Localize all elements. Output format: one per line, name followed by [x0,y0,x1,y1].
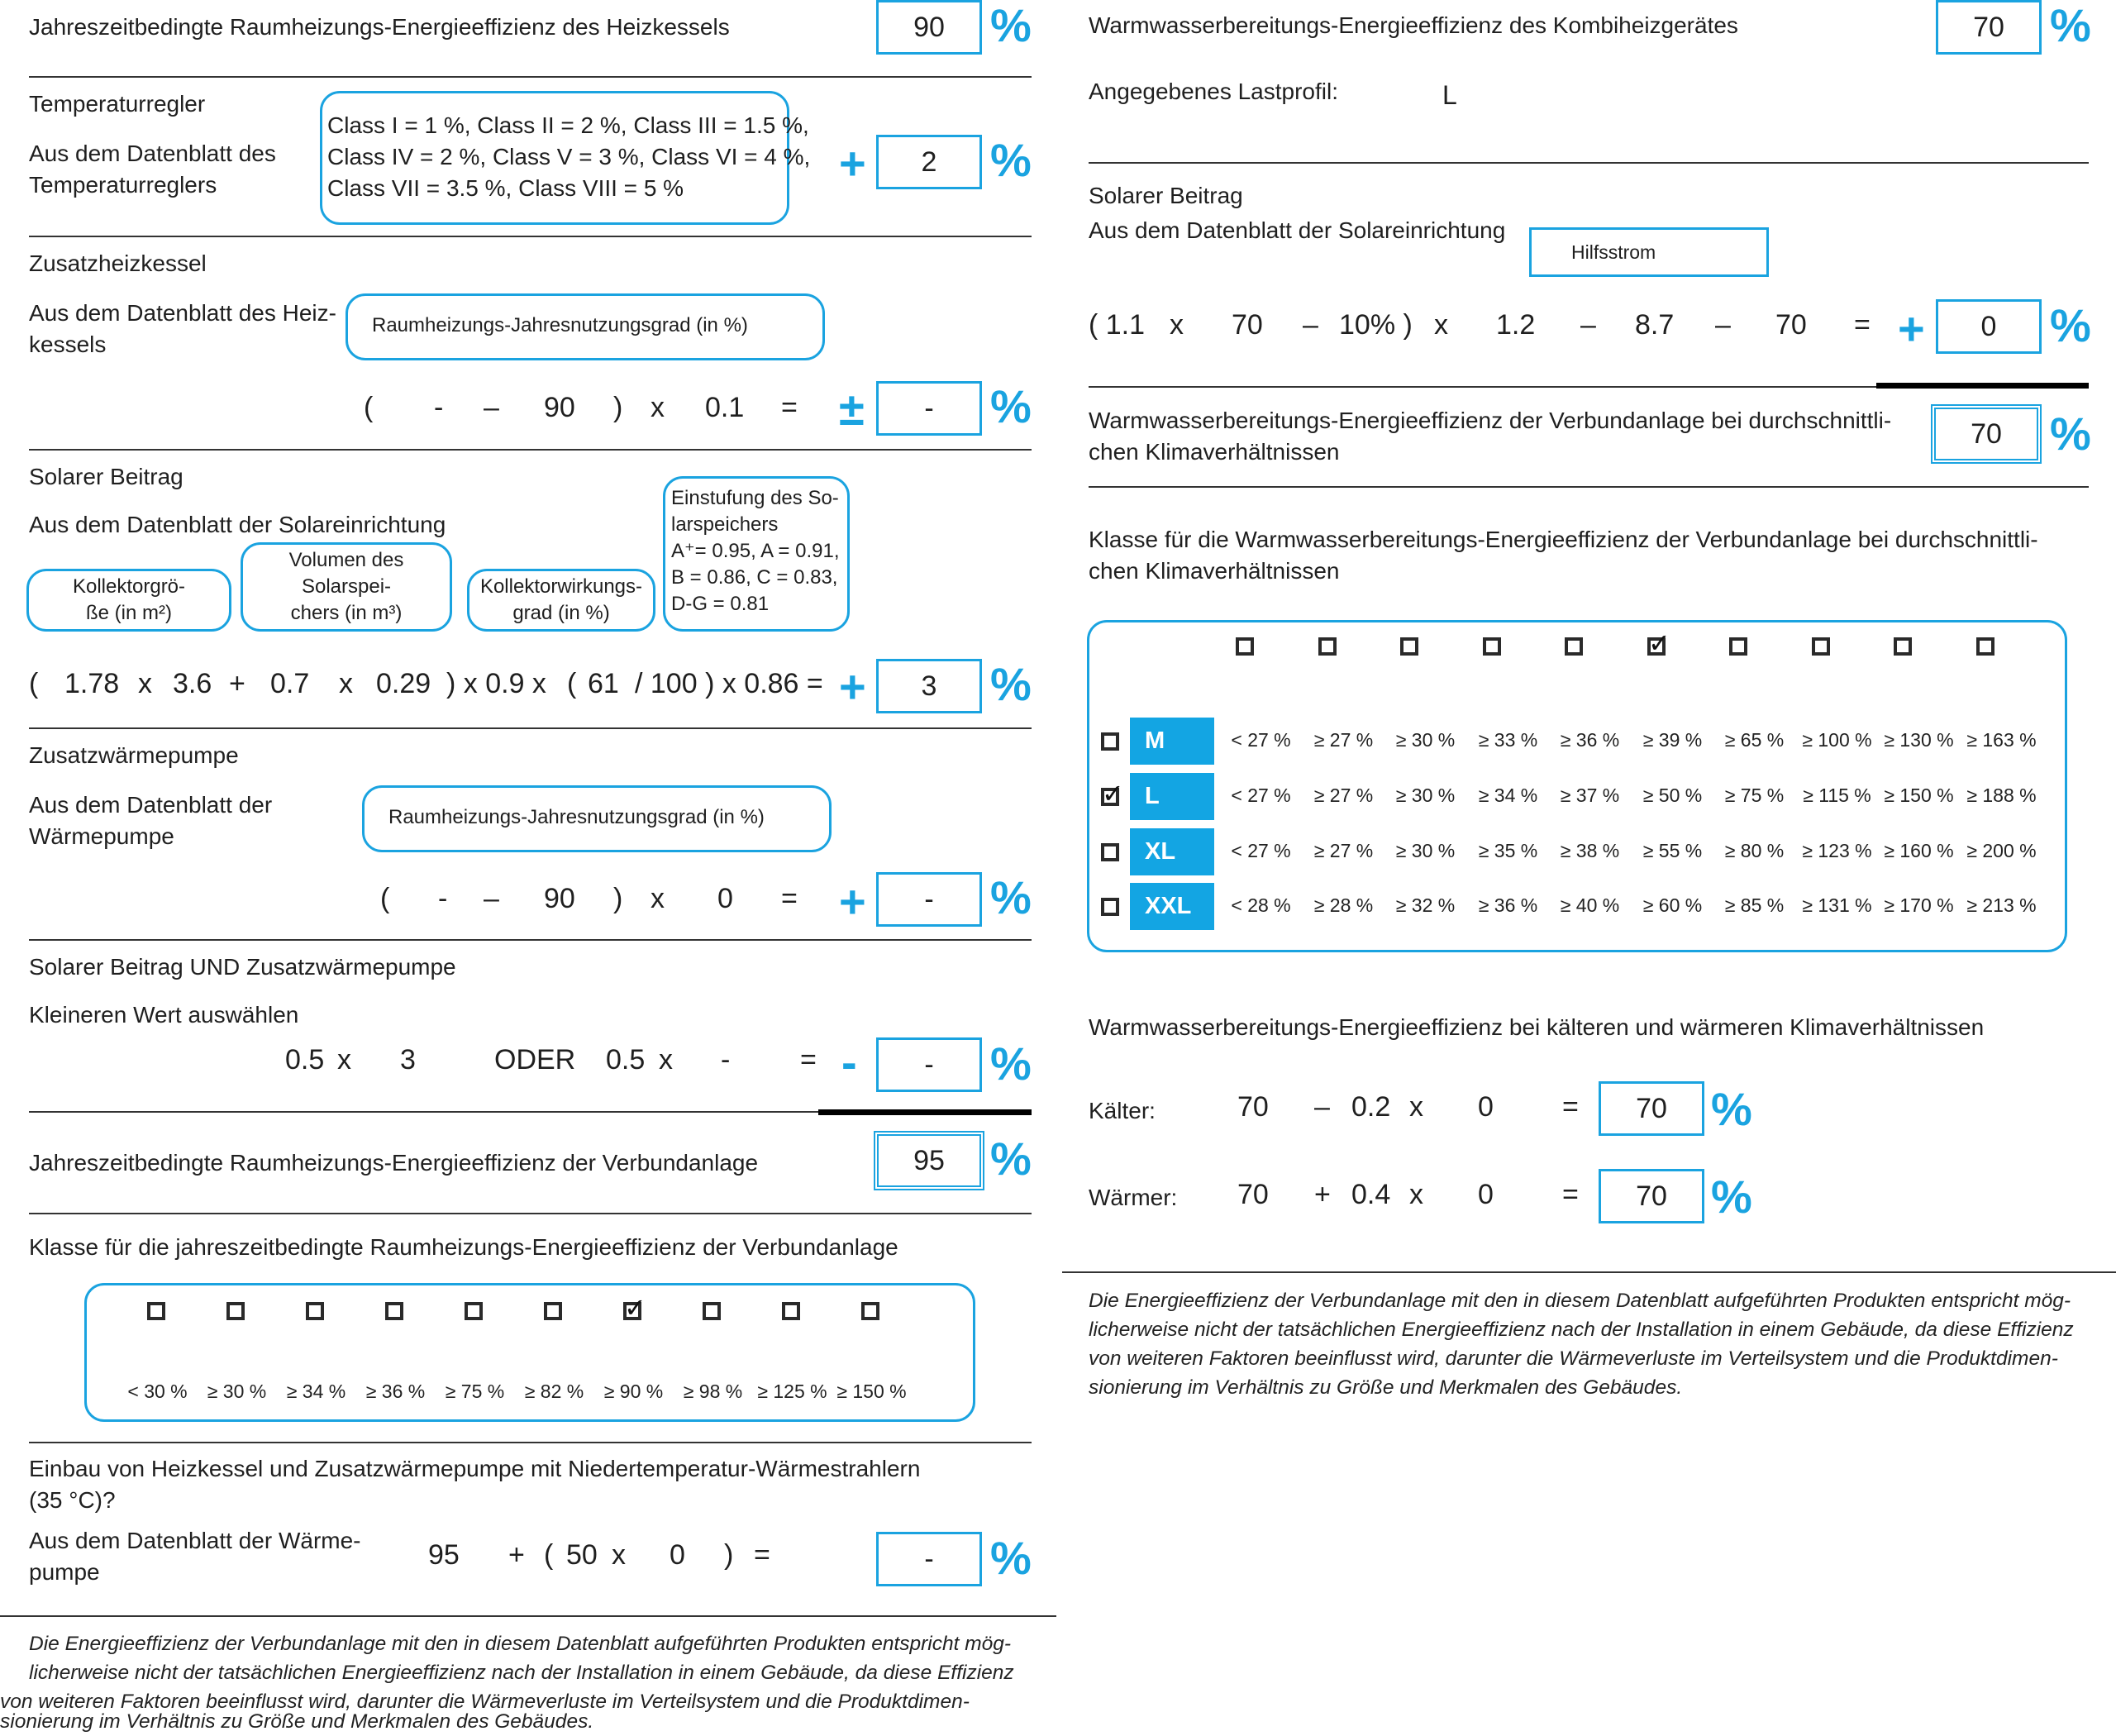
class-threshold-label: ≥ 30 % [1395,840,1456,861]
formula-token: 0.7 [270,668,310,699]
class-threshold-label: ≥ 35 % [1478,840,1538,861]
formula-token: - [434,392,444,423]
temperaturregler-value[interactable]: 2 [876,135,982,189]
class-checkbox[interactable] [861,1302,879,1320]
formula-token: – [484,392,499,423]
class-threshold-label: ≥ 33 % [1478,729,1538,751]
class-threshold-label: ≥ 163 % [1966,729,2037,751]
class-checkbox[interactable] [147,1302,165,1320]
plus-operator: + [839,875,866,928]
load-profile-label: XL [1130,828,1214,875]
formula-token: 1.78 [64,668,120,699]
waermepumpe-title: Zusatzwärmepumpe [29,742,239,768]
class-threshold-label: ≥ 27 % [1313,785,1374,806]
sum-line [818,1109,1032,1115]
class-threshold-label: < 27 % [1231,840,1291,861]
class-threshold-label: ≥ 30 % [207,1381,267,1402]
class-column-checkbox[interactable] [1400,637,1418,656]
class-threshold-label: ≥ 125 % [757,1381,827,1402]
formula-token: 3 [400,1044,416,1075]
formula-token: ) [724,1539,734,1571]
zusatzheizkessel-value[interactable]: - [876,381,982,436]
class-threshold-label: ≥ 37 % [1560,785,1620,806]
percent-sign: % [1711,1083,1752,1135]
class-threshold-label: ≥ 213 % [1966,894,2037,916]
class-threshold-label: ≥ 28 % [1313,894,1374,916]
formula-token: / 100 ) x 0.86 = [635,668,823,699]
class-threshold-label: ≥ 36 % [1478,894,1538,916]
class-threshold-label: < 30 % [127,1381,188,1402]
class-threshold-label: ≥ 100 % [1802,729,1872,751]
class-line-1: Class I = 1 %, Class II = 2 %, Class III = 1.5 %, [327,112,809,138]
divider [1062,1271,2116,1273]
formula-token: ( [544,1539,554,1571]
divider [29,236,1032,237]
waermepumpe-sub2: Wärmepumpe [29,823,174,849]
class-threshold-label: ≥ 115 % [1803,785,1871,806]
formula-token: + [1314,1179,1331,1210]
formula-token: 10% ) [1339,309,1413,341]
percent-sign: % [1711,1171,1752,1223]
percent-sign: % [990,871,1032,923]
temperaturregler-sub2: Temperaturreglers [29,172,217,198]
formula-token: 70 [1232,309,1263,341]
formula-token: 0.5 [285,1044,325,1075]
disclaimer-line-2: licherweise nicht der tatsächlichen Energieeffizienz nach der Installation in einem Gebäude, da diese Effizienz [29,1662,1014,1684]
formula-token: + [229,668,245,699]
percent-sign: % [990,1133,1032,1185]
formula-token: x [659,1044,673,1075]
divider [29,1442,1032,1443]
formula-token: x [1170,309,1184,341]
percent-sign: % [990,0,1032,51]
class-threshold-label: ≥ 188 % [1966,785,2037,806]
formula-token: ( [29,668,39,699]
klasse-raumheizung-title: Klasse für die jahreszeitbedingte Raumheizungs-Energieeffizienz der Verbundanlage [29,1234,898,1260]
waermer-label: Wärmer: [1089,1185,1178,1210]
formula-token: x [651,883,665,914]
class-threshold-label: < 27 % [1231,785,1291,806]
formula-token: + [508,1539,525,1571]
verbund-raumheizung-value[interactable]: 95 [874,1131,984,1190]
profile-row-checkbox[interactable] [1101,843,1119,861]
einbau-sub1: Aus dem Datenblatt der Wärme- [29,1528,361,1553]
percent-sign: % [990,1037,1032,1090]
class-line-2: Class IV = 2 %, Class V = 3 %, Class VI = 4 %, [327,144,811,169]
zusatzheizkessel-sub1: Aus dem Datenblatt des Heiz- [29,300,336,326]
formula-token: – [1580,309,1596,341]
percent-sign: % [990,1532,1032,1584]
both-value[interactable]: - [876,1037,982,1092]
formula-token: = [1854,309,1871,341]
class-threshold-label: ≥ 170 % [1884,894,1954,916]
formula-token: x [651,392,665,423]
class-checkbox[interactable] [306,1302,324,1320]
plus-operator: + [839,137,866,189]
kollektorgroesse-label: Kollektorgrö- ße (in m²) [72,575,186,624]
waermepumpe-sub1: Aus dem Datenblatt der [29,792,273,818]
formula-token: ( [567,668,577,699]
solarspeicher-einstufung-label: Einstufung des So- larspeichers A⁺= 0.95, A = 0.91, B = 0.86, C = 0.83, D-G = 0.81 [671,487,840,615]
class-threshold-label: ≥ 34 % [1478,785,1538,806]
checkmark-icon: ✓ [624,1293,646,1323]
formula-token: 70 [1775,309,1807,341]
heizkessel-efficiency-label: Jahreszeitbedingte Raumheizungs-Energieeffizienz des Heizkessels [29,14,730,40]
disclaimer-right-line-3: von weiteren Faktoren beeinflusst wird, darunter die Wärmeverluste im Verteilsystem und die Produktdimen- [1089,1347,2058,1370]
class-threshold-label: ≥ 30 % [1395,785,1456,806]
formula-token: x [339,668,353,699]
temperaturregler-title: Temperaturregler [29,91,206,117]
formula-token: – [1314,1091,1330,1123]
formula-token: 95 [428,1539,460,1571]
class-threshold-label: ≥ 50 % [1642,785,1703,806]
formula-token: = [781,883,798,914]
class-column-checkbox[interactable] [1565,637,1583,656]
class-checkbox[interactable] [782,1302,800,1320]
verbund-raumheizung-label: Jahreszeitbedingte Raumheizungs-Energieeffizienz der Verbundanlage [29,1150,759,1176]
solar-right-sub: Aus dem Datenblatt der Solareinrichtung [1089,217,1506,243]
divider [29,76,1032,78]
class-threshold-label: ≥ 130 % [1884,729,1954,751]
einbau-sub2: pumpe [29,1559,100,1585]
class-threshold-label: < 27 % [1231,729,1291,751]
verbund-ww-label-2: chen Klimaverhältnissen [1089,439,1340,465]
class-threshold-label: ≥ 32 % [1395,894,1456,916]
formula-token: x [138,668,152,699]
both-sub: Kleineren Wert auswählen [29,1002,299,1028]
waermepumpe-value[interactable]: - [876,872,982,927]
formula-token: 0.29 [376,668,431,699]
class-threshold-label: ≥ 85 % [1724,894,1785,916]
zusatzheizkessel-sub2: kessels [29,331,107,357]
class-line-3: Class VII = 3.5 %, Class VIII = 5 % [327,175,684,201]
formula-token: 8.7 [1635,309,1675,341]
divider [29,449,1032,451]
raumheizung-wp-field-label: Raumheizungs-Jahresnutzungsgrad (in %) [388,806,765,828]
class-threshold-label: < 28 % [1231,894,1291,916]
class-column-checkbox[interactable] [1483,637,1501,656]
temperaturregler-sub1: Aus dem Datenblatt des [29,141,276,166]
raumheizung-field-label: Raumheizungs-Jahresnutzungsgrad (in %) [372,314,748,336]
percent-sign: % [2050,299,2091,351]
class-threshold-label: ≥ 27 % [1313,840,1374,861]
percent-sign: % [2050,408,2091,460]
class-column-checkbox[interactable] [1976,637,1994,656]
formula-token: 90 [544,392,575,423]
class-threshold-label: ≥ 30 % [1395,729,1456,751]
formula-token: x [1409,1091,1423,1123]
divider [0,1615,1056,1617]
checkmark-icon: ✓ [1102,779,1124,808]
divider [29,939,1032,941]
formula-token: ) [613,392,623,423]
class-threshold-label: ≥ 150 % [1884,785,1954,806]
disclaimer-right-line-2: licherweise nicht der tatsächlichen Energieeffizienz nach der Installation in einem Gebäude, da diese Effizienz [1089,1319,2074,1341]
formula-token: – [1303,309,1318,341]
formula-token: 70 [1237,1179,1269,1210]
formula-token: 90 [544,883,575,914]
load-profile-label: M [1130,718,1214,765]
divider [29,1213,1032,1214]
solar-right-value[interactable]: 0 [1936,299,2042,354]
divider [1089,162,2089,164]
class-threshold-label: ≥ 90 % [603,1381,664,1402]
formula-token: 0 [670,1539,685,1571]
class-threshold-label: ≥ 98 % [683,1381,743,1402]
class-threshold-label: ≥ 40 % [1560,894,1620,916]
formula-token: = [1562,1091,1579,1123]
profile-row-checkbox[interactable] [1101,898,1119,916]
class-threshold-label: ≥ 65 % [1724,729,1785,751]
percent-sign: % [990,380,1032,432]
class-threshold-label: ≥ 27 % [1313,729,1374,751]
solar-sub: Aus dem Datenblatt der Solareinrichtung [29,512,446,537]
formula-token: – [484,883,499,914]
both-title: Solarer Beitrag UND Zusatzwärmepumpe [29,954,456,980]
formula-token: ) [613,883,623,914]
class-threshold-label: ≥ 60 % [1642,894,1703,916]
formula-token: 0.2 [1351,1091,1391,1123]
percent-sign: % [2050,0,2091,51]
load-profile-label: L [1130,773,1214,820]
klasse-ww-title-1: Klasse für die Warmwasserbereitungs-Energieeffizienz der Verbundanlage bei durchschnittli- [1089,527,2038,552]
formula-token: - [721,1044,731,1075]
disclaimer-line-1: Die Energieeffizienz der Verbundanlage mit den in diesem Datenblatt aufgeführten Produkten entspricht mög- [29,1633,1012,1655]
klasse-ww-title-2: chen Klimaverhältnissen [1089,558,1340,584]
formula-token: 0 [1478,1179,1494,1210]
percent-sign: % [990,134,1032,186]
formula-token: 0.5 [606,1044,646,1075]
formula-token: = [1562,1179,1579,1210]
plus-minus-operator: ± [839,383,865,435]
class-threshold-label: ≥ 80 % [1724,840,1785,861]
class-column-checkbox[interactable] [1812,637,1830,656]
sum-line [1876,383,2089,389]
zusatzheizkessel-title: Zusatzheizkessel [29,250,207,276]
class-threshold-label: ≥ 131 % [1802,894,1872,916]
klima-title: Warmwasserbereitungs-Energieeffizienz bei kälteren und wärmeren Klimaverhältnissen [1089,1014,1985,1040]
formula-token: ( 1.1 [1089,309,1146,341]
formula-token: ( [364,392,374,423]
class-threshold-label: ≥ 200 % [1966,840,2037,861]
formula-token: x [612,1539,626,1571]
waermer-value[interactable]: 70 [1599,1169,1704,1223]
disclaimer-right-line-4: sionierung im Verhältnis zu Größe und Merkmalen des Gebäudes. [1089,1376,1683,1399]
solar-title: Solarer Beitrag [29,464,183,489]
kaelter-label: Kälter: [1089,1098,1156,1123]
formula-token: 70 [1237,1091,1269,1123]
class-checkbox[interactable] [703,1302,721,1320]
solar-value[interactable]: 3 [876,659,982,713]
percent-sign: % [990,658,1032,710]
formula-token: 3.6 [173,668,212,699]
solar-right-title: Solarer Beitrag [1089,183,1243,208]
class-threshold-label: ≥ 38 % [1560,840,1620,861]
formula-token: 0 [1478,1091,1494,1123]
load-profile-label: XXL [1130,883,1214,930]
checkmark-icon: ✓ [1648,628,1670,658]
formula-token: - [438,883,448,914]
disclaimer-right-line-1: Die Energieeffizienz der Verbundanlage mit den in diesem Datenblatt aufgeführten Produkten entspricht mög- [1089,1290,2071,1312]
einbau-value[interactable]: - [876,1532,982,1586]
class-threshold-label: ≥ 75 % [445,1381,505,1402]
lastprofil-label: Angegebenes Lastprofil: [1089,79,1338,104]
divider [29,727,1032,729]
formula-token: 50 [566,1539,598,1571]
formula-token: ( [380,883,390,914]
formula-token: = [781,392,798,423]
class-threshold-label: ≥ 75 % [1724,785,1785,806]
volumen-solarspeicher-label: Volumen des Solarspei- chers (in m³) [288,549,404,624]
hilfsstrom-field[interactable]: Hilfsstrom [1529,227,1769,277]
formula-token: – [1715,309,1731,341]
class-threshold-label: ≥ 150 % [836,1381,907,1402]
kombi-efficiency-value[interactable]: 70 [1936,0,2042,55]
heizkessel-efficiency-value[interactable]: 90 [876,0,982,55]
profile-row-checkbox[interactable] [1101,732,1119,751]
minus-operator: - [841,1036,857,1088]
kaelter-value[interactable]: 70 [1599,1081,1704,1136]
class-threshold-label: ≥ 123 % [1802,840,1872,861]
class-threshold-label: ≥ 36 % [365,1381,426,1402]
class-checkbox[interactable] [385,1302,403,1320]
formula-token: = [800,1044,817,1075]
plus-operator: + [1898,303,1925,355]
class-checkbox[interactable] [544,1302,562,1320]
formula-token: x [1434,309,1448,341]
disclaimer-line-4: sionierung im Verhältnis zu Größe und Merkmalen des Gebäudes. [0,1710,594,1733]
formula-token: 61 [588,668,619,699]
class-threshold-label: ≥ 82 % [524,1381,584,1402]
formula-token: ODER [494,1044,576,1075]
einbau-title-1: Einbau von Heizkessel und Zusatzwärmepumpe mit Niedertemperatur-Wärmestrahlern [29,1456,921,1481]
class-checkbox[interactable] [465,1302,483,1320]
class-checkbox[interactable] [226,1302,245,1320]
class-threshold-label: ≥ 55 % [1642,840,1703,861]
kombi-efficiency-label: Warmwasserbereitungs-Energieeffizienz des Kombiheizgerätes [1089,12,1738,38]
formula-token: ) x 0.9 x [446,668,546,699]
formula-token: x [1409,1179,1423,1210]
verbund-ww-value[interactable]: 70 [1931,404,2042,464]
formula-token: x [337,1044,351,1075]
class-column-checkbox[interactable] [1236,637,1254,656]
einbau-title-2: (35 °C)? [29,1487,116,1513]
class-column-checkbox[interactable] [1894,637,1912,656]
class-column-checkbox[interactable] [1318,637,1337,656]
divider [1089,486,2089,488]
kollektorwirkungsgrad-label: Kollektorwirkungs- grad (in %) [479,575,643,624]
class-threshold-label: ≥ 39 % [1642,729,1703,751]
class-threshold-label: ≥ 36 % [1560,729,1620,751]
formula-token: = [754,1539,770,1571]
lastprofil-value: L [1442,80,1457,110]
class-column-checkbox[interactable] [1729,637,1747,656]
class-threshold-label: ≥ 34 % [286,1381,346,1402]
formula-token: 1.2 [1496,309,1536,341]
class-threshold-label: ≥ 160 % [1884,840,1954,861]
formula-token: 0 [717,883,733,914]
verbund-ww-label-1: Warmwasserbereitungs-Energieeffizienz der Verbundanlage bei durchschnittli- [1089,408,1892,433]
plus-operator: + [839,661,866,713]
formula-token: 0.4 [1351,1179,1391,1210]
disclaimer-line-3: von weiteren Faktoren beeinflusst wird, darunter die Wärmeverluste im Verteilsystem und die Produktdimen- [0,1691,970,1713]
formula-token: 0.1 [705,392,745,423]
